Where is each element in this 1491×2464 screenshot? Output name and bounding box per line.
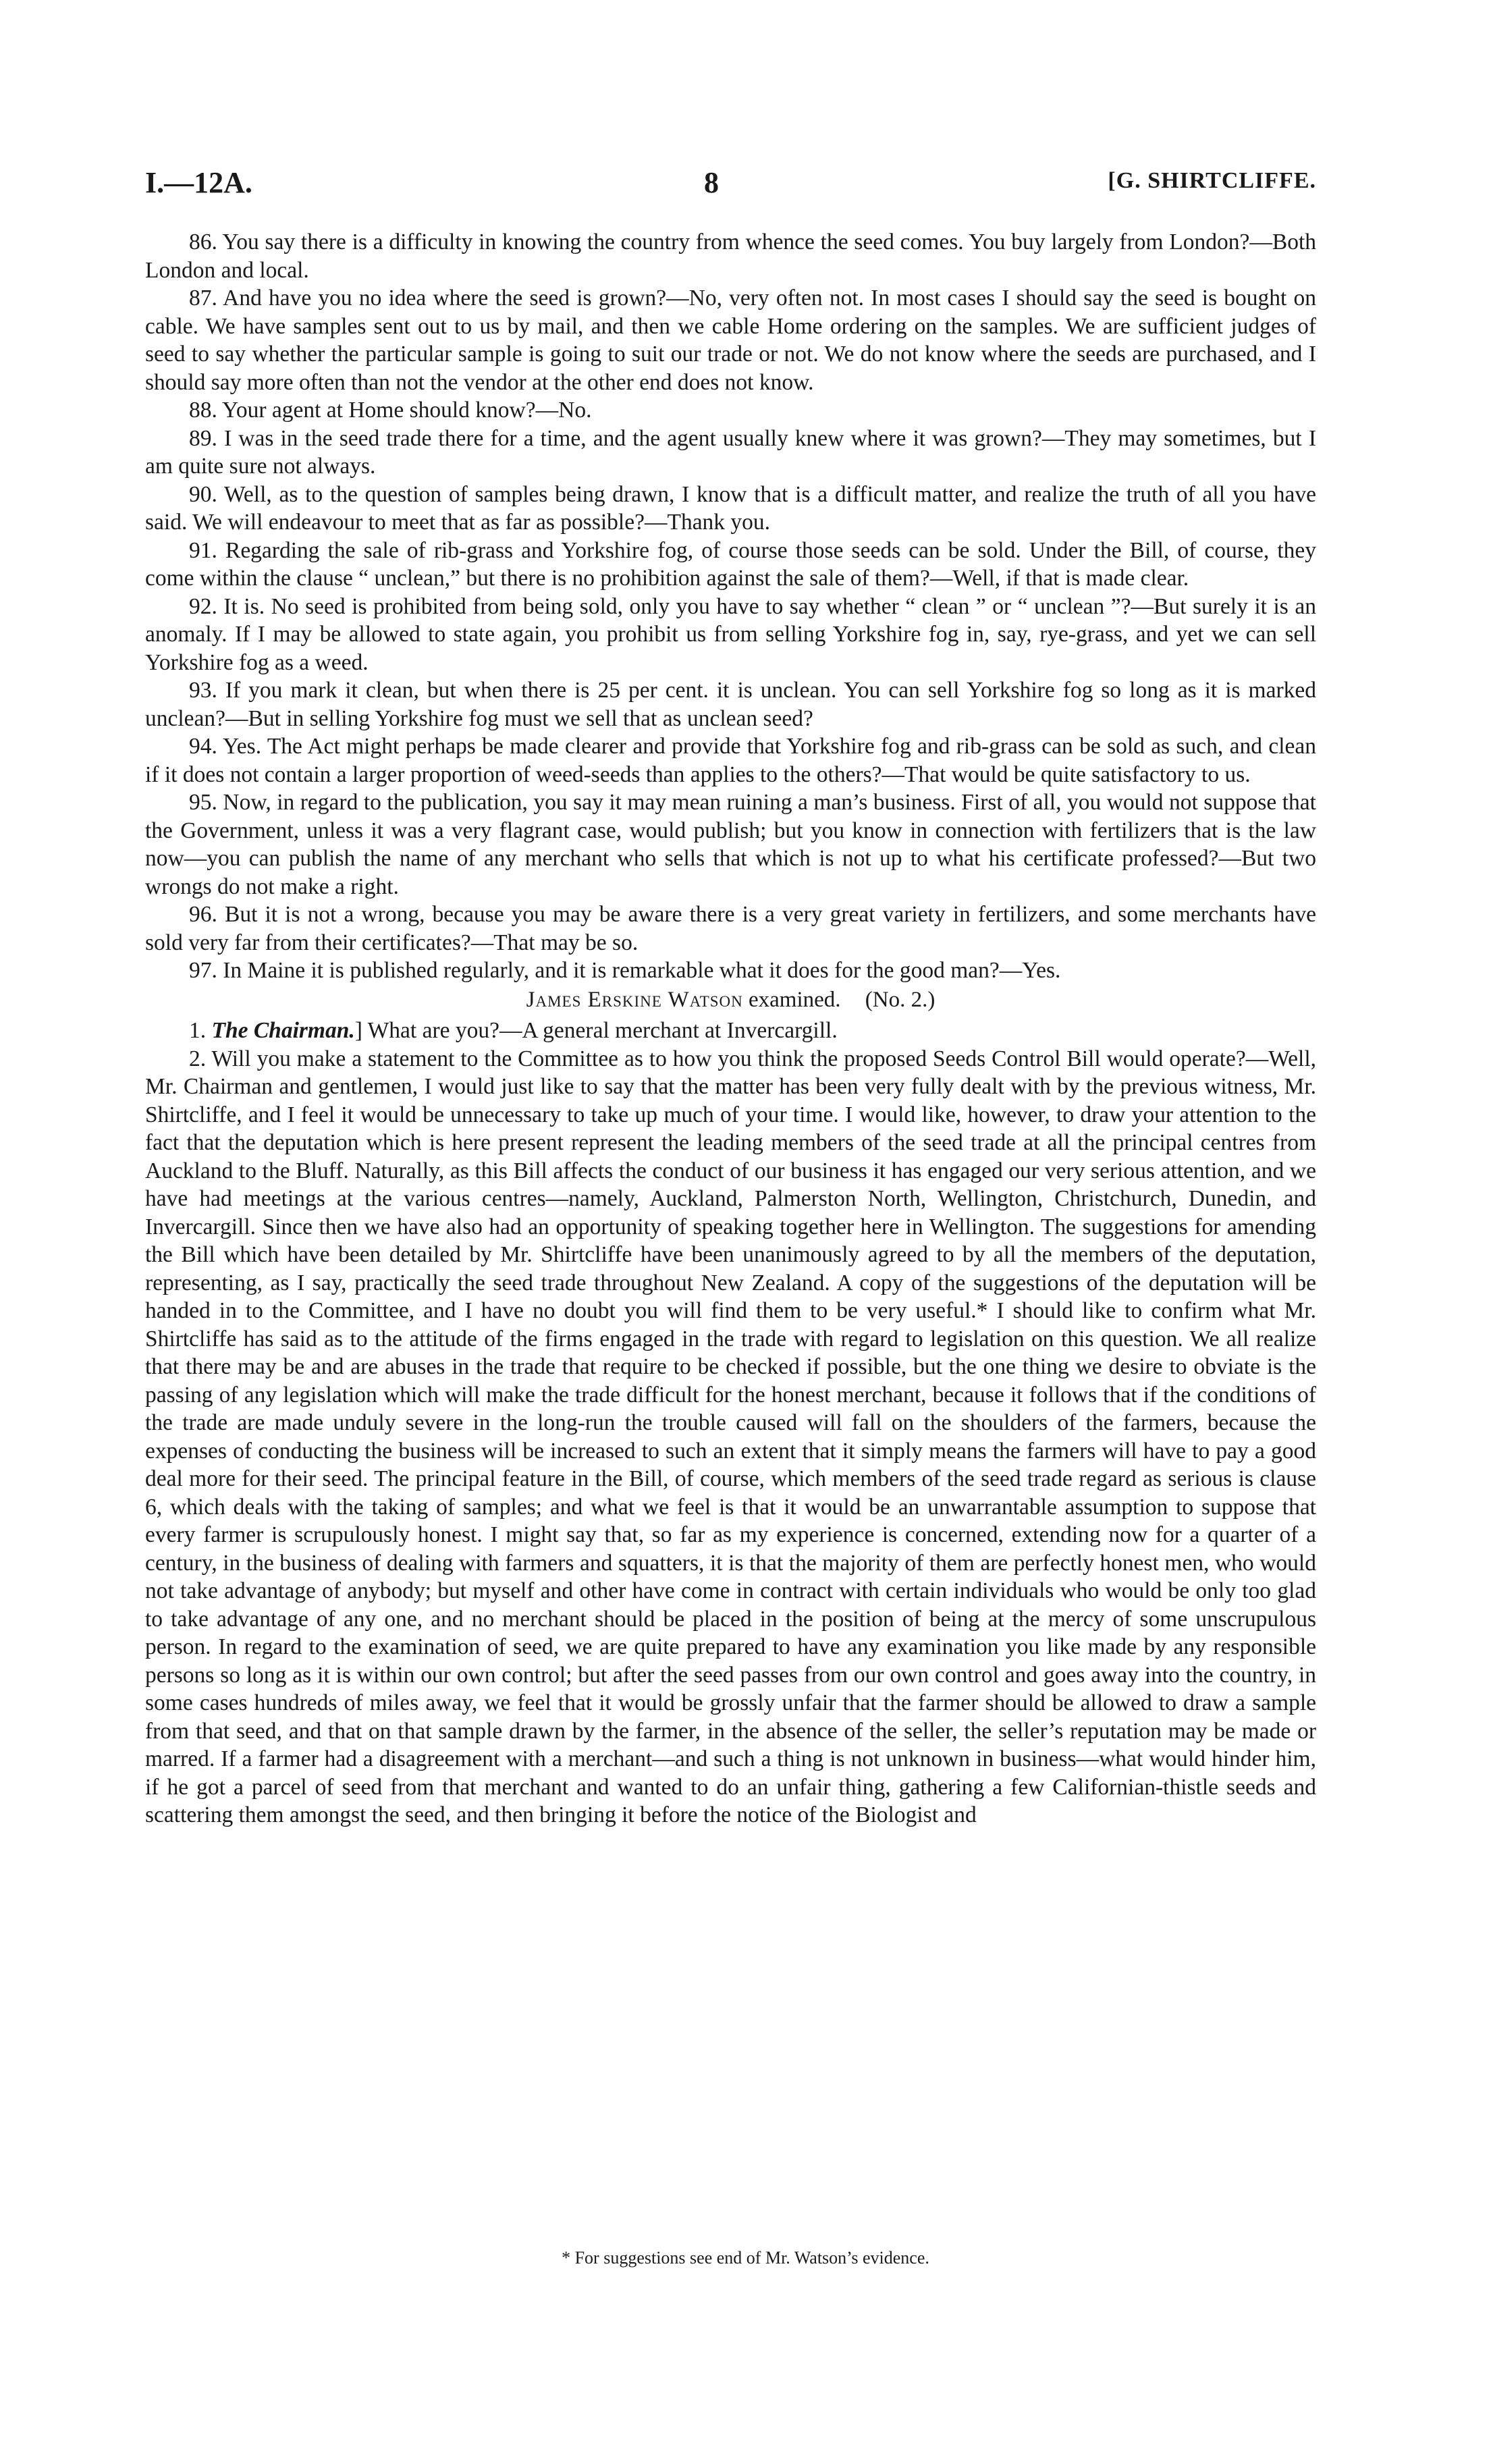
question-paragraph: 92. It is. No seed is prohibited from being sold, only you have to say whether “ clean ” or “ unclean ”?—But surely it is an anomaly. If I may be allowed to state again, you prohibit us from selling Yorkshire fog in, say, rye-grass, and yet we can sell Yorkshire fog as a weed. xyxy=(145,593,1316,675)
witness-heading xyxy=(145,986,1316,1015)
page-number: 8 xyxy=(704,166,719,199)
running-header xyxy=(145,165,1316,213)
question-text: ] What are you?—A general merchant at Invercargill. xyxy=(354,1018,838,1043)
witness-heading-examined: examined. xyxy=(749,987,841,1012)
question-paragraph: 88. Your agent at Home should know?—No. xyxy=(189,398,592,423)
question-paragraph: 96. But it is not a wrong, because you may be aware there is a very great variety in fertilizers, and some merchants have sold very far from their certificates?—That may be so. xyxy=(145,902,1316,955)
question-paragraph: 2. Will you make a statement to the Committee as to how you think the proposed Seeds Control Bill would operate?—Well, Mr. Chairman and gentlemen, I would just like to say that the matter has been very fully dealt with by the previous witness, Mr. Shirtcliffe, and I feel it would be unnecessary to take up much of your time. I would like, however, to draw your attention to the fact that the deputation which is here present represent the leading members of the seed trade at all the principal centres from Auckland to the Bluff. Naturally, as this Bill affects the conduct of our business it has engaged our very serious attention, and we have had meetings at the various centres—namely, Auckland, Palmerston North, Wellington, Christchurch, Dunedin, and Invercargill. Since then we have also had an opportunity of speaking together here in Wellington. The suggestions for amending the Bill which have been detailed by Mr. Shirtcliffe have been unanimously agreed to by all the members of the deputation, representing, as I say, practically the seed trade throughout New Zealand. A copy of the suggestions of the deputation will be handed in to the Committee, and I have no doubt you will find them to be very useful.* I should like to confirm what Mr. Shirtcliffe has said as to the attitude of the firms engaged in the trade with regard to legislation on this question. We all realize that there may be and are abuses in the trade that require to be checked if possible, but the one thing we desire to obviate is the passing of any legislation which will make the trade difficult for the honest merchant, because it follows that if the conditions of the trade are made unduly severe in the long-run the trouble caused will fall on the shoulders of the farmers, because the expenses of conducting the business will be increased to such an extent that it simply means the farmers will have to pay a good deal more for their seed. The principal feature in the Bill, of course, which members of the seed trade regard as serious is clause 6, which deals with the taking of samples; and what we feel is that it would be an unwarrantable assumption to suppose that every farmer is scrupulously honest. I might say that, so far as my experience is concerned, extending now for a quarter of a century, in the business of dealing with farmers and squatters, it is that the majority of them are perfectly honest men, who would not take advantage of anybody; but myself and other have come in contract with certain individuals who would be only too glad to take advantage of any one, and no merchant should be placed in the position of being at the mercy of some unscrupulous person. In regard to the examination of seed, we are quite prepared to have any examination you like made by any responsible persons so long as it is within our own control; but after the seed passes from our own control and goes away into the country, in some cases hundreds of miles away, we feel that it would be grossly unfair that the farmer should be allowed to draw a sample from that seed, and that on that sample drawn by the farmer, in the absence of the seller, the seller’s reputation may be made or marred. If a farmer had a disagreement with a merchant—and such a thing is not unknown in business—what would hinder him, if he got a parcel of seed from that merchant and wanted to do an unfair thing, gathering a few Californian-thistle seeds and scattering them amongst the seed, and then bringing it before the notice of the Biologist and xyxy=(145,1046,1316,1827)
question-paragraph: 87. And have you no idea where the seed is grown?—No, very often not. In most cases I should say the seed is bought on cable. We have samples sent out to us by mail, and then we cable Home ordering on the samples. We are sufficient judges of seed to say whether the particular sample is going to suit our trade or not. We do not know where the seeds are purchased, and I should say more often than not the vendor at the other end does not know. xyxy=(145,286,1316,395)
question-paragraph: 91. Regarding the sale of rib-grass and Yorkshire fog, of course those seeds can be sold. Under the Bill, of course, they come within the clause “ unclean,” but there is no prohibition against the sale of them?—Well, if that is made clear. xyxy=(145,537,1316,591)
question-paragraph: 86. You say there is a difficulty in knowing the country from whence the seed comes. You buy largely from London?—Both London and local. xyxy=(145,230,1316,283)
question-number: 1. xyxy=(189,1018,207,1043)
witness-name: [G. SHIRTCLIFFE. xyxy=(1108,168,1316,193)
witness-heading-number: (No. 2.) xyxy=(865,987,936,1012)
question-paragraph: 95. Now, in regard to the publication, you say it may mean ruining a man’s business. First of all, you would not suppose that the Government, unless it was a very flagrant case, would publish; but you know in connection with fertilizers that is the law now—you can publish the name of any merchant who sells that which is not up to what his certificate professed?—But two wrongs do not make a right. xyxy=(145,790,1316,899)
document-reference: I.—12A. xyxy=(145,166,252,199)
witness-heading-name: James Erskine Watson xyxy=(526,987,743,1012)
speaker-name: The Chairman. xyxy=(211,1018,355,1043)
question-paragraph: 94. Yes. The Act might perhaps be made clearer and provide that Yorkshire fog and rib-grass can be sold as such, and clean if it does not contain a larger proportion of weed-seeds than applies to the others?—That would be quite satisfactory to us. xyxy=(145,734,1316,787)
footnote: * For suggestions see end of Mr. Watson’s evidence. xyxy=(562,2248,929,2268)
question-paragraph: 89. I was in the seed trade there for a time, and the agent usually knew where it was grown?—They may sometimes, but I am quite sure not always. xyxy=(145,425,1316,479)
question-paragraph: 97. In Maine it is published regularly, and it is remarkable what it does for the good man?—Yes. xyxy=(189,958,1061,983)
evidence-body xyxy=(145,228,1316,1829)
question-paragraph xyxy=(145,1017,1316,1045)
question-paragraph: 90. Well, as to the question of samples being drawn, I know that is a difficult matter, and realize the truth of all you have said. We will endeavour to meet that as far as possible?—Thank you. xyxy=(145,481,1316,535)
question-paragraph: 93. If you mark it clean, but when there is 25 per cent. it is unclean. You can sell Yorkshire fog so long as it is marked unclean?—But in selling Yorkshire fog must we sell that as unclean seed? xyxy=(145,678,1316,731)
